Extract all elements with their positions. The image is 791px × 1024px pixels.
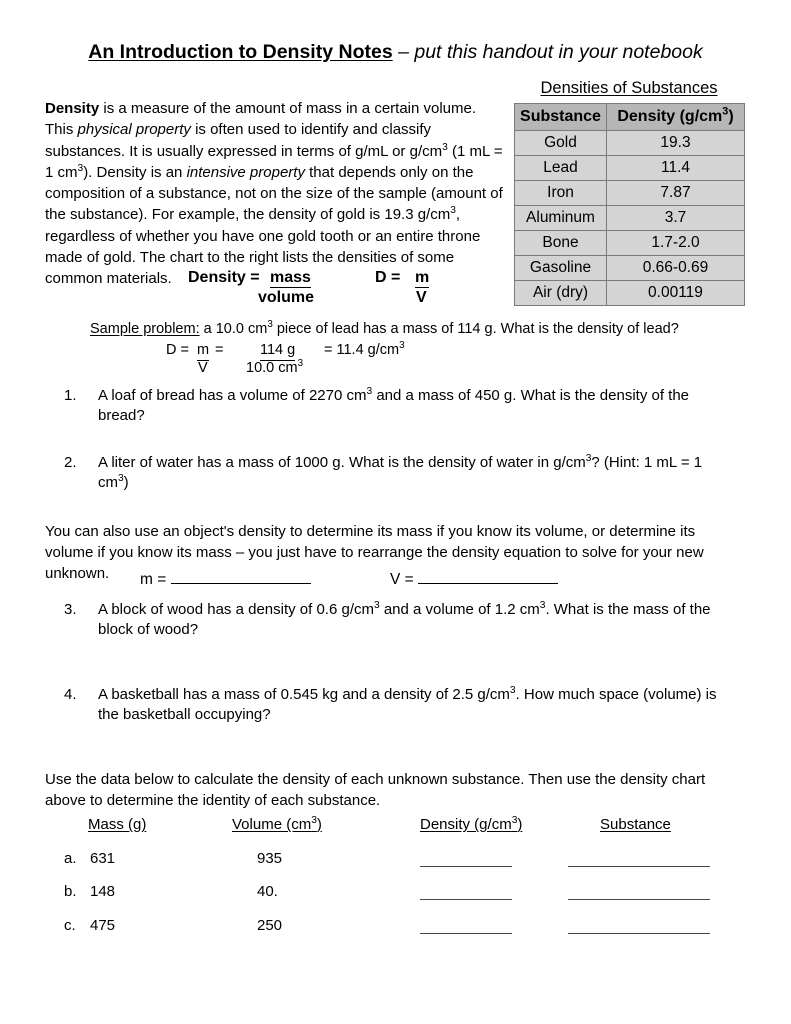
question-4-text — [98, 685, 724, 725]
formula-short-label: D = — [375, 269, 401, 286]
density-formula — [45, 268, 745, 310]
page-title — [0, 40, 791, 64]
table-row — [515, 156, 745, 181]
cell-substance: Gasoline — [515, 256, 607, 281]
grid-header-density-sup: 3 — [511, 815, 518, 826]
header-density-sup: 3 — [722, 105, 729, 118]
question-1-number: 1. — [64, 387, 77, 404]
cell-substance: Lead — [515, 156, 607, 181]
work-result-sup: 3 — [399, 340, 405, 352]
work-denominator-v: V — [198, 360, 208, 376]
cell-substance: Gold — [515, 131, 607, 156]
density-table-header-substance: Substance — [515, 104, 607, 131]
q4-sup: 3 — [509, 685, 516, 696]
question-2-number: 2. — [64, 454, 77, 471]
sample-problem-pre: a 10.0 cm — [199, 321, 268, 337]
intro-emphasis-1: physical property — [77, 121, 191, 139]
sample-problem-label: Sample problem: — [90, 321, 200, 337]
grid-row-b-density-blank[interactable] — [420, 899, 512, 900]
question-3-text — [98, 600, 736, 640]
density-table-header-row — [515, 104, 745, 131]
rearrange-paragraph: You can also use an object's density to determine its mass if you know its volume, or determine its volume if you know its mass – you just have to rearrange the density equation to solve for your new unknown. — [45, 523, 704, 582]
cell-density: 0.00119 — [607, 281, 745, 306]
sample-problem-sup: 3 — [267, 319, 273, 331]
intro-sup-3: 3 — [450, 205, 456, 217]
cell-density: 1.7-2.0 — [607, 231, 745, 256]
volume-blank-group — [390, 570, 558, 589]
q2-sup2: 3 — [118, 473, 124, 484]
work-value-den-sup: 3 — [297, 358, 304, 370]
work-equals-sign: = — [215, 342, 224, 358]
question-3-number: 3. — [64, 601, 77, 618]
cell-density: 11.4 — [607, 156, 745, 181]
q3-post: and a volume of 1.2 cm — [379, 601, 540, 618]
cell-substance: Iron — [515, 181, 607, 206]
sample-problem — [90, 320, 730, 380]
mass-blank-label: m = — [140, 571, 167, 588]
grid-row-a-volume: 935 — [257, 850, 283, 867]
intro-paragraph — [45, 98, 503, 290]
table-row — [515, 181, 745, 206]
cell-substance: Bone — [515, 231, 607, 256]
intro-term: Density — [45, 100, 100, 117]
q2-pre: A liter of water has a mass of 1000 g. What is the density of water in g/cm — [98, 454, 586, 471]
rearrange-blanks-row — [45, 570, 745, 594]
work-value-numerator: 114 g — [260, 341, 295, 361]
table-row — [515, 206, 745, 231]
formula-numerator: mass — [270, 269, 311, 286]
intro-text-5: that depends only on the composition of a substance, not on the size of the sample (amount of the substance). For example, the density of gold is 19.3 g/cm — [45, 163, 503, 224]
cell-substance: Air (dry) — [515, 281, 607, 306]
work-value-den-pre: 10.0 cm — [246, 360, 298, 376]
question-4 — [64, 685, 724, 725]
q1-sup: 3 — [366, 386, 373, 397]
intro-text-3: (1 mL = 1 cm — [45, 142, 503, 181]
work-numerator-m: m — [197, 341, 209, 361]
q3-post2: . What is the mass of the block of wood? — [98, 601, 711, 638]
q3-sup: 3 — [374, 600, 380, 611]
table-row — [515, 231, 745, 256]
intro-sup-1: 3 — [442, 141, 448, 153]
page-title-main: An Introduction to Density Notes — [88, 41, 393, 63]
grid-header-volume-sup: 3 — [311, 815, 317, 826]
mass-blank-line[interactable] — [171, 570, 311, 584]
grid-row-c-mass: 475 — [90, 917, 116, 934]
grid-row-b-substance-blank[interactable] — [568, 899, 710, 900]
grid-header-density-post: ) — [517, 816, 523, 833]
density-table-caption: Densities of Substances — [540, 79, 718, 97]
grid-header-substance: Substance — [600, 816, 671, 833]
work-result — [324, 341, 405, 360]
intro-text-4: ). Density is an — [83, 163, 187, 181]
q4-pre: A basketball has a mass of 0.545 kg and a density of 2.5 g/cm — [98, 686, 510, 703]
work-result-pre: = 11.4 g/cm — [324, 342, 400, 358]
formula-short-numerator: m — [415, 269, 430, 286]
work-value-denominator — [246, 359, 303, 378]
mass-blank-group — [140, 570, 311, 589]
formula-label: Density = — [188, 269, 260, 286]
intro-text-6: , regardless of whether you have one gold tooth or an entire throne made of gold. The chart to the right lists the densities of some common materials. — [45, 206, 481, 288]
grid-header-volume — [232, 816, 322, 833]
q4-post: . How much space (volume) is the basketball occupying? — [98, 686, 717, 723]
q1-post: and a mass of 450 g. What is the density of the bread? — [98, 387, 690, 424]
grid-row-b-mass: 148 — [90, 883, 116, 900]
grid-row-c-letter: c. — [64, 917, 76, 934]
grid-row-a-letter: a. — [64, 850, 77, 867]
question-3 — [64, 600, 736, 640]
intro-sup-2: 3 — [77, 162, 84, 174]
grid-row-a-density-blank[interactable] — [420, 866, 512, 867]
grid-header-volume-pre: Volume (cm — [232, 816, 312, 833]
cell-density: 7.87 — [607, 181, 745, 206]
work-d-equals: D = — [166, 342, 189, 358]
q1-pre: A loaf of bread has a volume of 2270 cm — [98, 387, 367, 404]
q2-sup: 3 — [585, 453, 592, 464]
question-2 — [64, 453, 734, 493]
sample-problem-work — [166, 340, 730, 380]
header-density-post: ) — [728, 108, 734, 125]
q3-sup2: 3 — [539, 600, 546, 611]
question-1-text — [98, 386, 724, 426]
grid-row-c-substance-blank[interactable] — [568, 933, 710, 934]
grid-header-mass: Mass (g) — [88, 816, 147, 833]
grid-row-a-substance-blank[interactable] — [568, 866, 710, 867]
question-4-number: 4. — [64, 686, 77, 703]
cell-substance: Aluminum — [515, 206, 607, 231]
q3-pre: A block of wood has a density of 0.6 g/cm — [98, 601, 374, 618]
question-2-text — [98, 453, 734, 493]
volume-blank-line[interactable] — [418, 570, 558, 584]
volume-blank-label: V = — [390, 571, 414, 588]
sample-problem-statement — [90, 320, 730, 339]
intro-text-2: is often used to identify and classify substances. It is usually expressed in terms of g/mL or g/cm — [45, 121, 443, 160]
cell-density: 0.66-0.69 — [607, 256, 745, 281]
grid-row-b-volume: 40. — [257, 883, 278, 900]
cell-density: 3.7 — [607, 206, 745, 231]
data-instructions: Use the data below to calculate the density of each unknown substance. Then use the density chart above to determine the identity of each substance. — [45, 771, 706, 809]
grid-row-a-mass: 631 — [90, 850, 116, 867]
formula-denominator: volume — [258, 289, 315, 306]
header-density-pre: Density (g/cm — [617, 108, 723, 125]
grid-row-b-letter: b. — [64, 883, 77, 900]
table-row — [515, 131, 745, 156]
cell-density: 19.3 — [607, 131, 745, 156]
grid-row-c-volume: 250 — [257, 917, 283, 934]
formula-short-denominator: V — [416, 289, 427, 306]
sample-problem-post: piece of lead has a mass of 114 g. What is the density of lead? — [272, 321, 679, 337]
grid-row-c-density-blank[interactable] — [420, 933, 512, 934]
density-table-header-density — [607, 104, 745, 131]
grid-header-volume-post: ) — [316, 816, 322, 833]
intro-emphasis-2: intensive property — [186, 163, 305, 181]
question-1 — [64, 386, 724, 426]
grid-header-density-pre: Density (g/cm — [420, 816, 512, 833]
page-title-subtitle: – put this handout in your notebook — [392, 41, 703, 63]
q2-post: ? (Hint: 1 mL = 1 cm — [98, 454, 703, 491]
intro-text-1: is a measure of the amount of mass in a certain volume. This — [45, 100, 477, 139]
q2-post2: ) — [123, 474, 129, 491]
grid-header-density — [420, 816, 522, 833]
